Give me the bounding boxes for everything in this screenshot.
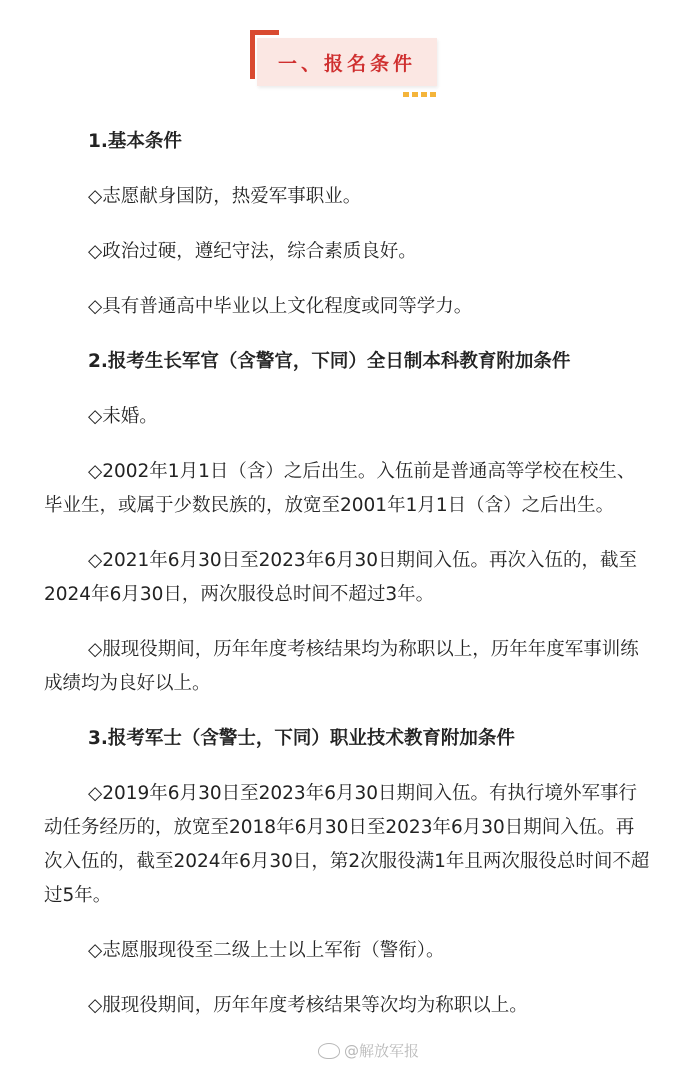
section-title: 一、报名条件 xyxy=(277,52,416,75)
article-body xyxy=(44,125,650,1044)
subsection-heading: 2.报考生长军官（含警官，下同）全日制本科教育附加条件 xyxy=(88,351,571,372)
condition-paragraph: ◇服现役期间，历年年度考核结果等次均为称职以上。 xyxy=(88,995,528,1016)
section-header xyxy=(250,30,440,96)
watermark xyxy=(318,1040,419,1061)
subsection-heading: 3.报考军士（含警士，下同）职业技术教育附加条件 xyxy=(88,728,515,749)
section-title-box xyxy=(257,38,437,86)
condition-paragraph: ◇未婚。 xyxy=(88,406,158,427)
dots-decoration xyxy=(403,92,436,97)
condition-paragraph: ◇具有普通高中毕业以上文化程度或同等学力。 xyxy=(88,296,473,317)
condition-paragraph: ◇2019年6月30日至2023年6月30日期间入伍。有执行境外军事行动任务经历的，放宽至2018年6月30日至2023年6月30日期间入伍。再次入伍的，截至2024年6月30日，第2次服役满1年且两次服役总时间不超过5年。 xyxy=(44,783,650,906)
weibo-icon xyxy=(318,1043,340,1059)
condition-paragraph: ◇志愿服现役至二级上士以上军衔（警衔）。 xyxy=(88,940,445,961)
condition-paragraph: ◇志愿献身国防，热爱军事职业。 xyxy=(88,186,362,207)
condition-paragraph: ◇政治过硬，遵纪守法，综合素质良好。 xyxy=(88,241,417,262)
condition-paragraph: ◇2021年6月30日至2023年6月30日期间入伍。再次入伍的，截至2024年6月30日，两次服役总时间不超过3年。 xyxy=(44,550,638,605)
condition-paragraph: ◇服现役期间，历年年度考核结果均为称职以上，历年年度军事训练成绩均为良好以上。 xyxy=(44,639,639,694)
condition-paragraph: ◇2002年1月1日（含）之后出生。入伍前是普通高等学校在校生、毕业生，或属于少数民族的，放宽至2001年1月1日（含）之后出生。 xyxy=(44,461,636,516)
subsection-heading: 1.基本条件 xyxy=(88,131,182,152)
watermark-text: @解放军报 xyxy=(344,1042,420,1060)
